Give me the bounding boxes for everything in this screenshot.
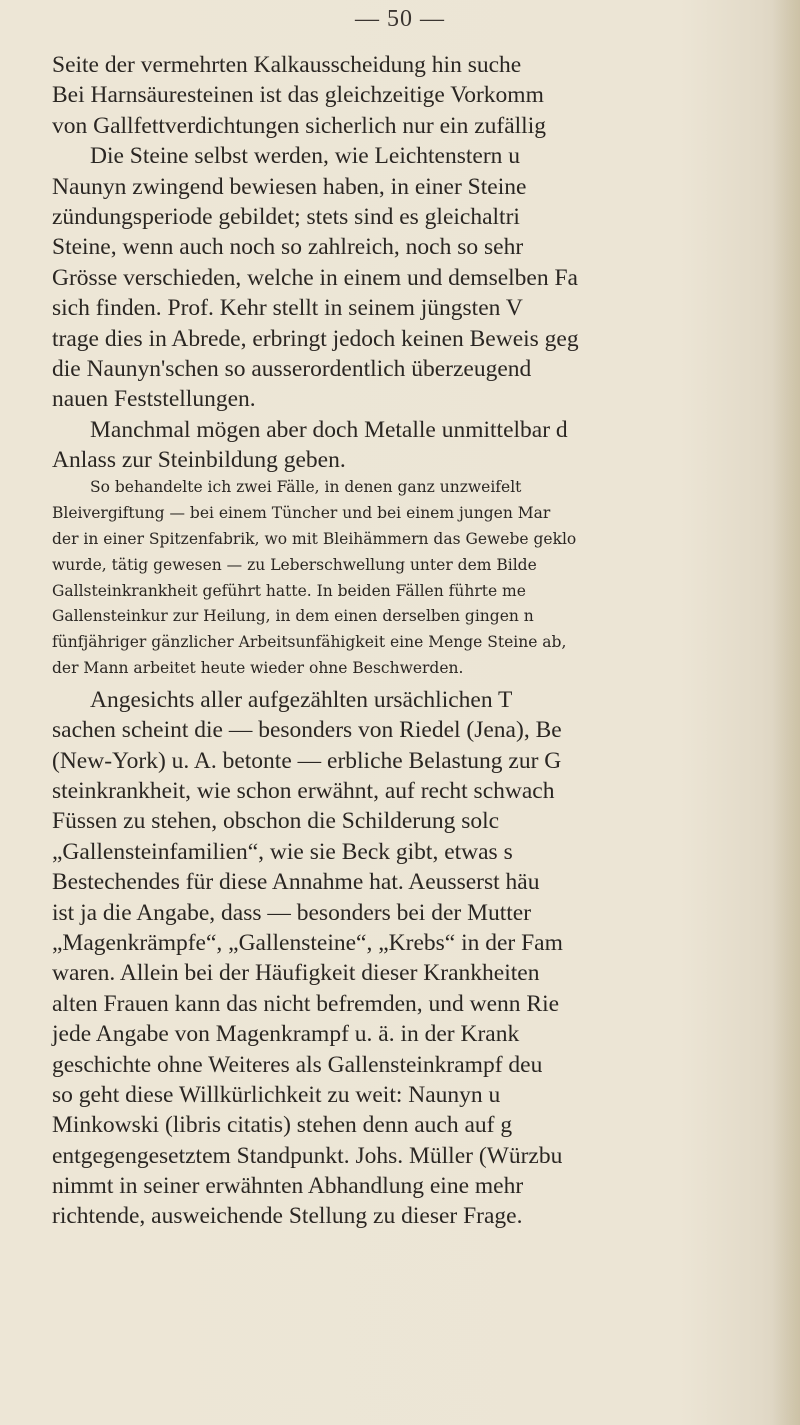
text-line: alten Frauen kann das nicht befremden, und wenn Rie [52, 990, 560, 1017]
text-line: nimmt in seiner erwähnten Abhandlung eine mehr [52, 1173, 524, 1200]
text-line: der Mann arbeitet heute wieder ohne Beschwerden. [52, 659, 464, 678]
text-line: Bei Harnsäuresteinen ist das gleichzeitige Vorkomm [52, 82, 544, 109]
text-line: Minkowski (libris citatis) stehen denn auch auf g [52, 1112, 513, 1139]
text-line: die Naunyn'schen so ausserordentlich überzeugend [52, 355, 532, 382]
text-line: steinkrankheit, wie schon erwähnt, auf recht schwach [52, 778, 555, 805]
text-line: geschichte ohne Weiteres als Gallensteinkrampf deu [52, 1051, 543, 1078]
text-line: Bleivergiftung — bei einem Tüncher und bei einem jungen Mar [52, 504, 551, 523]
text-line: Die Steine selbst werden, wie Leichtenstern u [90, 143, 521, 170]
text-line: nauen Feststellungen. [52, 386, 256, 413]
text-line: Gallsteinkrankheit geführt hatte. In beiden Fällen führte me [52, 581, 526, 600]
small-print-paragraph [52, 475, 800, 681]
text-line: sich finden. Prof. Kehr stellt in seinem jüngsten V [52, 295, 523, 322]
paragraph [52, 141, 800, 415]
text-line: fünfjähriger gänzlicher Arbeitsunfähigkeit eine Menge Steine ab, [52, 633, 567, 652]
text-line: Füssen zu stehen, obschon die Schilderung solc [52, 808, 500, 835]
page-number: — 50 — [355, 6, 445, 32]
text-line: So behandelte ich zwei Fälle, in denen ganz unzweifelt [90, 478, 522, 497]
text-line: der in einer Spitzenfabrik, wo mit Bleihämmern das Gewebe geklo [52, 530, 577, 549]
text-line: von Gallfettverdichtungen sicherlich nur ein zufällig [52, 112, 546, 139]
text-line: so geht diese Willkürlichkeit zu weit: Naunyn u [52, 1081, 501, 1108]
text-line: ist ja die Angabe, dass — besonders bei der Mutter [52, 899, 532, 926]
text-line: Naunyn zwingend bewiesen haben, in einer Steine [52, 173, 527, 200]
text-line: richtende, ausweichende Stellung zu dieser Frage. [52, 1203, 523, 1230]
text-line: sachen scheint die — besonders von Riedel (Jena), Be [52, 717, 562, 744]
paragraph [52, 415, 800, 476]
text-line: jede Angabe von Magenkrampf u. ä. in der Krank [52, 1021, 520, 1048]
text-line: Manchmal mögen aber doch Metalle unmittelbar d [90, 416, 568, 443]
paragraph [52, 685, 800, 1232]
text-line: Angesichts aller aufgezählten ursächlichen T [90, 686, 513, 713]
text-line: waren. Allein bei der Häufigkeit dieser Krankheiten [52, 960, 540, 987]
text-line: (New-York) u. A. betonte — erbliche Belastung zur G [52, 747, 562, 774]
text-line: wurde, tätig gewesen — zu Leberschwellung unter dem Bilde [52, 555, 537, 574]
text-line: Steine, wenn auch noch so zahlreich, noch so sehr [52, 234, 524, 261]
body-text [52, 50, 800, 1232]
text-line: Seite der vermehrten Kalkausscheidung hin suche [52, 52, 522, 78]
text-line: Anlass zur Steinbildung geben. [52, 447, 346, 474]
text-line: Gallensteinkur zur Heilung, in dem einen derselben gingen n [52, 607, 534, 626]
text-line: Grösse verschieden, welche in einem und demselben Fa [52, 264, 578, 291]
text-line: entgegengesetztem Standpunkt. Johs. Müller (Würzbu [52, 1142, 563, 1169]
text-line: Bestechendes für diese Annahme hat. Aeusserst häu [52, 869, 540, 896]
text-line: zündungsperiode gebildet; stets sind es gleichaltri [52, 203, 520, 230]
text-line: „Magenkrämpfe“, „Gallensteine“, „Krebs“ in der Fam [52, 929, 563, 956]
text-line: „Gallensteinfamilien“, wie sie Beck gibt, etwas s [52, 838, 513, 865]
text-line: trage dies in Abrede, erbringt jedoch keinen Beweis geg [52, 325, 579, 352]
paragraph [52, 50, 800, 141]
